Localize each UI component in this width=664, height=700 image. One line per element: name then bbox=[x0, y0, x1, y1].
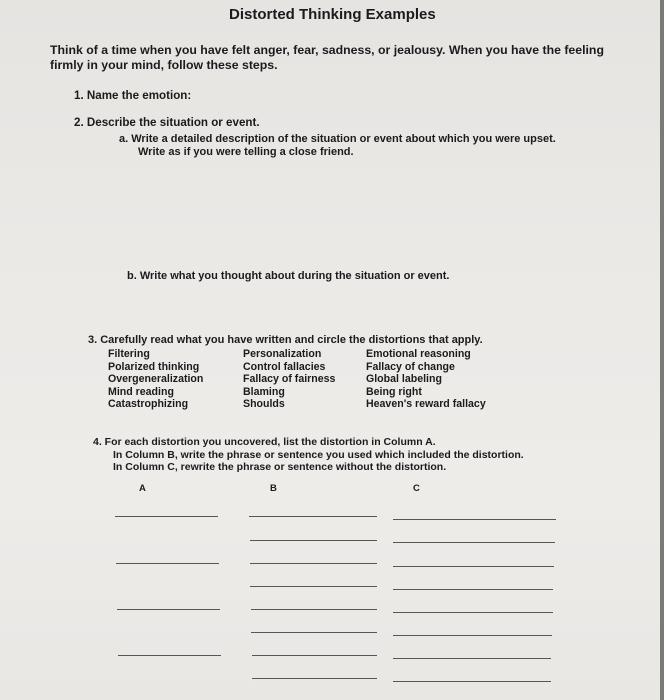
step-2a-line-2: Write as if you were telling a close friend. bbox=[138, 146, 354, 158]
distortion-item: Overgeneralization bbox=[108, 373, 204, 385]
distortion-item: Mind reading bbox=[108, 385, 174, 398]
column-b-header: B bbox=[270, 483, 277, 494]
page-title: Distorted Thinking Examples bbox=[229, 6, 436, 23]
column-c-blank[interactable] bbox=[393, 612, 553, 613]
step-2-describe-situation: 2. Describe the situation or event. bbox=[74, 116, 260, 129]
column-b-blank[interactable] bbox=[250, 540, 377, 541]
intro-line-2: firmly in your mind, follow these steps. bbox=[50, 58, 278, 72]
step-4-instruction bbox=[93, 436, 524, 474]
step-4-line-1: 4. For each distortion you uncovered, list the distortion in Column A. bbox=[93, 436, 436, 448]
column-b-blank[interactable] bbox=[250, 586, 377, 587]
column-b-blank[interactable] bbox=[251, 632, 377, 633]
step-4-line-3: In Column C, rewrite the phrase or sentence without the distortion. bbox=[113, 461, 447, 473]
distortion-item: Fallacy of change bbox=[366, 360, 455, 373]
column-b-blank[interactable] bbox=[249, 516, 377, 517]
distortions-column-2 bbox=[243, 348, 335, 411]
distortion-item: Being right bbox=[366, 385, 422, 398]
distortion-item: Personalization bbox=[243, 348, 322, 360]
distortion-item: Control fallacies bbox=[243, 360, 326, 373]
distortion-item: Polarized thinking bbox=[108, 360, 200, 373]
distortion-item: Catastrophizing bbox=[108, 398, 189, 410]
distortions-column-3 bbox=[366, 348, 486, 411]
step-1-name-emotion: 1. Name the emotion: bbox=[74, 89, 192, 102]
distortion-item: Global labeling bbox=[366, 373, 442, 385]
intro-line-1: Think of a time when you have felt anger, fear, sadness, or jealousy. When you have the feeling bbox=[50, 43, 604, 57]
column-a-blank[interactable] bbox=[117, 609, 220, 610]
column-b-blank[interactable] bbox=[251, 609, 377, 610]
column-b-blank[interactable] bbox=[250, 563, 377, 564]
column-a-blank[interactable] bbox=[116, 563, 219, 564]
column-c-blank[interactable] bbox=[393, 589, 553, 590]
column-c-blank[interactable] bbox=[393, 681, 551, 682]
column-a-header: A bbox=[139, 483, 146, 494]
column-c-header: C bbox=[413, 483, 420, 494]
column-c-blank[interactable] bbox=[393, 635, 552, 636]
step-4-line-2: In Column B, write the phrase or sentence you used which included the distortion. bbox=[113, 448, 524, 461]
distortion-item: Emotional reasoning bbox=[366, 348, 471, 360]
distortion-item: Heaven's reward fallacy bbox=[366, 398, 486, 410]
step-3-instruction: 3. Carefully read what you have written and circle the distortions that apply. bbox=[88, 334, 483, 346]
column-b-blank[interactable] bbox=[252, 655, 377, 656]
step-2a-line-1: a. Write a detailed description of the situation or event about which you were upset. bbox=[119, 133, 556, 145]
step-2a-instruction bbox=[119, 133, 556, 159]
column-c-blank[interactable] bbox=[393, 519, 556, 520]
column-b-blank[interactable] bbox=[252, 678, 377, 679]
column-c-blank[interactable] bbox=[393, 566, 554, 567]
column-a-blank[interactable] bbox=[118, 655, 221, 656]
column-a-blank[interactable] bbox=[115, 516, 218, 517]
distortion-item: Blaming bbox=[243, 385, 285, 398]
column-c-blank[interactable] bbox=[393, 658, 551, 659]
intro-text bbox=[50, 43, 604, 73]
distortion-item: Shoulds bbox=[243, 398, 285, 410]
distortions-column-1 bbox=[108, 348, 203, 411]
step-2b-instruction: b. Write what you thought about during the situation or event. bbox=[127, 270, 450, 282]
column-c-blank[interactable] bbox=[393, 542, 555, 543]
distortion-item: Fallacy of fairness bbox=[243, 373, 336, 385]
distortion-item: Filtering bbox=[108, 348, 150, 360]
